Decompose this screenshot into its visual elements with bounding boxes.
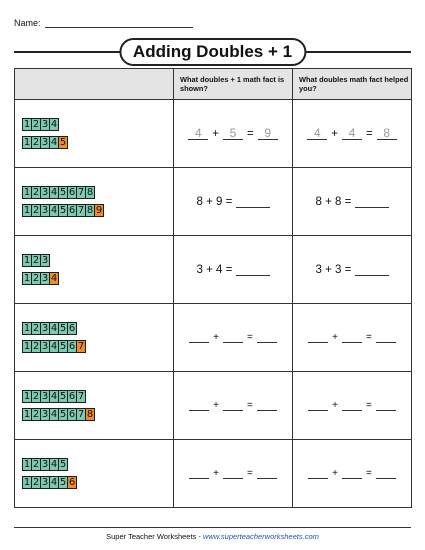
number-cube: 8 [86,187,94,198]
header-doubles: What doubles math fact helped you? [293,69,412,100]
problem-row [15,440,412,508]
bottom-cube-strip [22,340,173,353]
doubles-plus-one-cell [174,236,293,304]
equals-sign: = [366,128,373,140]
answer-blank[interactable] [355,264,389,276]
number-cube: 2 [32,459,40,470]
plus-sign: + [331,128,338,140]
number-cube: 6 [68,205,76,216]
blank-equation [174,400,292,411]
number-cube: 1 [23,459,31,470]
traced-number: 4 [188,127,208,140]
extra-cube: 6 [68,477,76,488]
number-cube: 5 [59,459,67,470]
equals-sign: = [247,332,253,343]
answer-blank[interactable] [257,400,277,411]
number-cube: 5 [59,391,67,402]
top-cube-strip [22,458,173,471]
number-cube: 7 [77,187,85,198]
blank-equation [174,468,292,479]
extra-cube: 7 [77,341,85,352]
footer-rule [14,527,411,528]
number-cube: 2 [32,409,40,420]
answer-blank[interactable] [223,468,243,479]
number-cube: 4 [50,323,58,334]
traced-fact [174,127,292,140]
doubles-cell [293,236,412,304]
number-cube: 3 [41,459,49,470]
answer-blank[interactable] [236,196,270,208]
cube-model-cell [15,304,174,372]
number-cube: 2 [32,323,40,334]
number-cube: 7 [77,205,85,216]
blank-equation [293,468,411,479]
bottom-cube-strip [22,408,173,421]
answer-blank[interactable] [308,400,328,411]
doubles-plus-one-cell [174,440,293,508]
bottom-cube-strip [22,476,173,489]
number-cube: 1 [23,119,31,130]
number-cube: 2 [32,187,40,198]
answer-blank[interactable] [189,332,209,343]
equals-sign: = [366,400,372,411]
number-cube: 3 [41,323,49,334]
answer-blank[interactable] [223,332,243,343]
fact-equation [174,196,292,208]
number-cube: 1 [23,341,31,352]
problem-row [15,304,412,372]
number-cube: 1 [23,255,31,266]
fact-text: 3 + 3 = [315,263,352,276]
answer-blank[interactable] [257,468,277,479]
number-cube: 6 [68,341,76,352]
header-doubles-plus-one: What doubles + 1 math fact is shown? [174,69,293,100]
equals-sign: = [366,468,372,479]
number-cube: 5 [59,477,67,488]
extra-cube: 5 [59,137,67,148]
plus-sign: + [332,400,338,411]
number-cube: 2 [32,205,40,216]
footer-url[interactable]: www.superteacherworksheets.com [202,532,319,541]
plus-sign: + [213,400,219,411]
answer-blank[interactable] [189,468,209,479]
number-cube: 1 [23,187,31,198]
fact-text: 3 + 4 = [196,263,233,276]
doubles-cell [293,372,412,440]
top-cube-strip [22,186,173,199]
cube-model-cell [15,236,174,304]
answer-blank[interactable] [223,400,243,411]
number-cube: 2 [32,137,40,148]
extra-cube: 4 [50,273,58,284]
number-cube: 6 [68,187,76,198]
number-cube: 3 [41,255,49,266]
equals-sign: = [366,332,372,343]
bottom-cube-strip [22,272,173,285]
traced-number: 5 [223,127,243,140]
extra-cube: 9 [95,205,103,216]
number-cube: 1 [23,205,31,216]
traced-number: 4 [307,127,327,140]
number-cube: 3 [41,137,49,148]
number-cube: 1 [23,137,31,148]
answer-blank[interactable] [376,332,396,343]
number-cube: 7 [77,391,85,402]
number-cube: 2 [32,255,40,266]
number-cube: 4 [50,477,58,488]
problem-row [15,236,412,304]
page-title: Adding Doubles + 1 [119,38,306,66]
doubles-cell [293,168,412,236]
fact-text: 8 + 9 = [196,195,233,208]
number-cube: 4 [50,137,58,148]
plus-sign: + [212,128,219,140]
number-cube: 6 [68,323,76,334]
number-cube: 4 [50,205,58,216]
number-cube: 3 [41,273,49,284]
traced-number: 9 [258,127,278,140]
number-cube: 2 [32,273,40,284]
number-cube: 3 [41,477,49,488]
answer-blank[interactable] [308,468,328,479]
answer-blank[interactable] [257,332,277,343]
extra-cube: 8 [86,409,94,420]
number-cube: 5 [59,187,67,198]
number-cube: 2 [32,477,40,488]
doubles-plus-one-cell [174,304,293,372]
cube-model-cell [15,168,174,236]
number-cube: 1 [23,323,31,334]
problem-row [15,100,412,168]
number-cube: 1 [23,477,31,488]
number-cube: 8 [86,205,94,216]
number-cube: 6 [68,409,76,420]
answer-blank[interactable] [376,400,396,411]
doubles-cell [293,440,412,508]
number-cube: 5 [59,341,67,352]
answer-blank[interactable] [189,400,209,411]
number-cube: 7 [77,409,85,420]
top-cube-strip [22,254,173,267]
answer-blank[interactable] [376,468,396,479]
traced-number: 8 [377,127,397,140]
header-row [15,69,412,100]
number-cube: 1 [23,409,31,420]
cube-model-cell [15,440,174,508]
answer-blank[interactable] [308,332,328,343]
number-cube: 5 [59,409,67,420]
top-cube-strip [22,118,173,131]
problem-row [15,372,412,440]
fact-text: 8 + 8 = [315,195,352,208]
number-cube: 3 [41,119,49,130]
number-cube: 3 [41,391,49,402]
header-blank [15,69,174,100]
blank-equation [293,332,411,343]
footer [0,532,425,541]
cube-model-cell [15,372,174,440]
answer-blank[interactable] [355,196,389,208]
traced-fact [293,127,411,140]
number-cube: 3 [41,187,49,198]
doubles-cell [293,100,412,168]
equals-sign: = [247,468,253,479]
fact-equation [174,264,292,276]
plus-sign: + [332,468,338,479]
footer-text: Super Teacher Worksheets - [106,532,203,541]
number-cube: 3 [41,409,49,420]
fact-equation [293,196,411,208]
number-cube: 2 [32,341,40,352]
plus-sign: + [213,468,219,479]
answer-blank[interactable] [236,264,270,276]
blank-equation [174,332,292,343]
number-cube: 2 [32,119,40,130]
bottom-cube-strip [22,204,173,217]
answer-blank[interactable] [342,332,362,343]
top-cube-strip [22,390,173,403]
number-cube: 1 [23,273,31,284]
number-cube: 5 [59,323,67,334]
equals-sign: = [247,128,254,140]
traced-number: 4 [342,127,362,140]
number-cube: 4 [50,391,58,402]
name-label: Name: [14,18,41,28]
number-cube: 2 [32,391,40,402]
top-cube-strip [22,322,173,335]
worksheet-table [14,68,412,508]
name-field-row [14,18,193,28]
number-cube: 3 [41,205,49,216]
doubles-plus-one-cell [174,100,293,168]
number-cube: 3 [41,341,49,352]
problem-row [15,168,412,236]
number-cube: 4 [50,341,58,352]
name-line[interactable] [45,18,193,28]
fact-equation [293,264,411,276]
doubles-cell [293,304,412,372]
blank-equation [293,400,411,411]
equals-sign: = [247,400,253,411]
plus-sign: + [213,332,219,343]
answer-blank[interactable] [342,400,362,411]
number-cube: 4 [50,409,58,420]
number-cube: 6 [68,391,76,402]
doubles-plus-one-cell [174,372,293,440]
plus-sign: + [332,332,338,343]
number-cube: 4 [50,187,58,198]
number-cube: 4 [50,459,58,470]
number-cube: 5 [59,205,67,216]
number-cube: 4 [50,119,58,130]
cube-model-cell [15,100,174,168]
bottom-cube-strip [22,136,173,149]
answer-blank[interactable] [342,468,362,479]
number-cube: 1 [23,391,31,402]
doubles-plus-one-cell [174,168,293,236]
